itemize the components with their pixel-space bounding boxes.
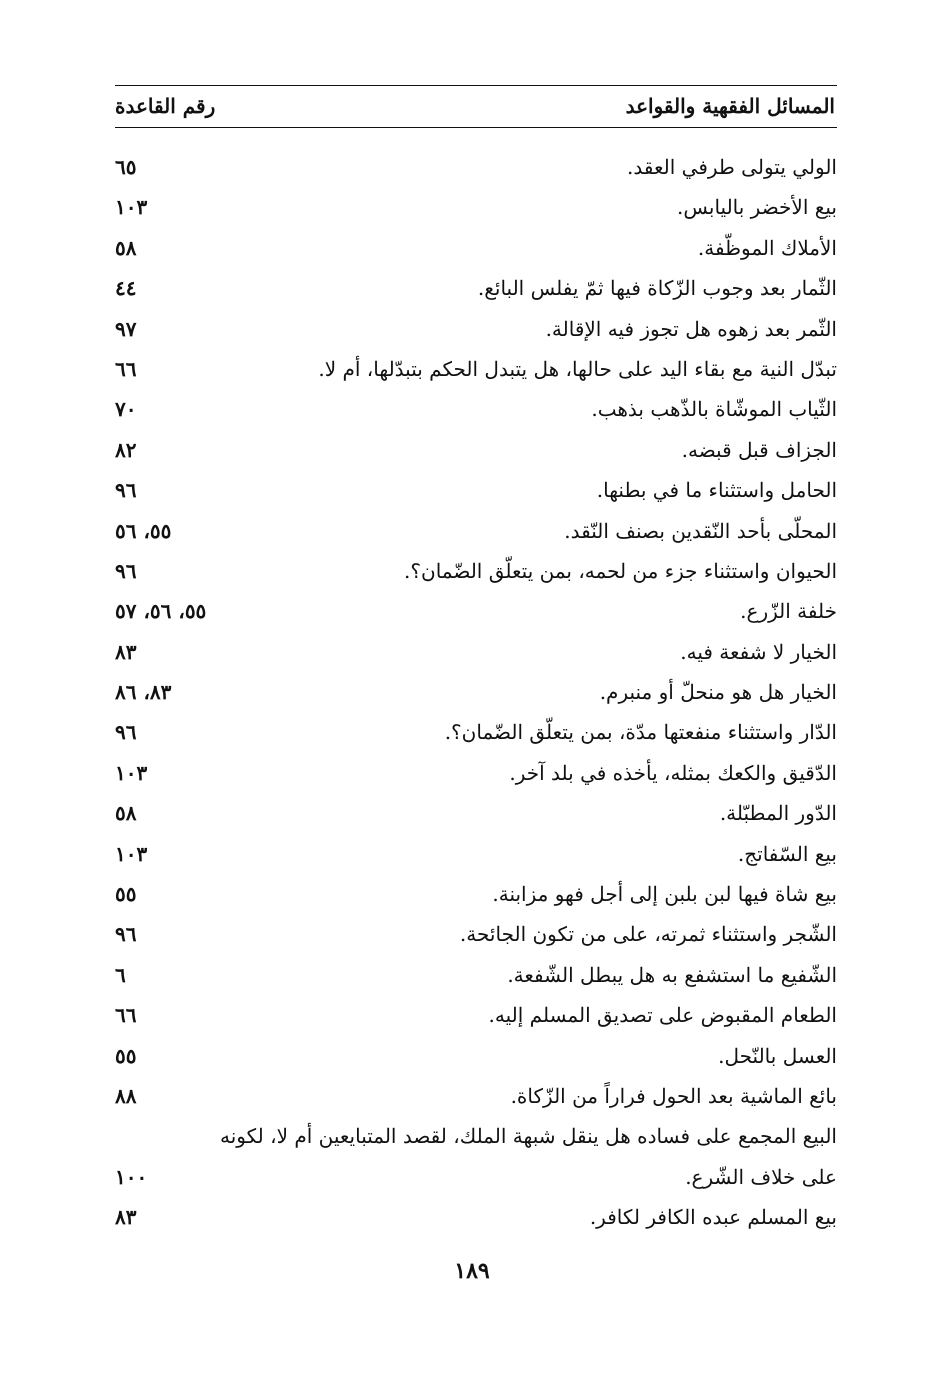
rule-number: ١٠٠ bbox=[115, 1164, 148, 1189]
entry-text: الخيار هل هو منحلّ أو منبرم. bbox=[599, 680, 837, 705]
index-entry-list bbox=[115, 147, 837, 1238]
page-number: ١٨٩ bbox=[454, 1258, 490, 1284]
index-entry bbox=[115, 793, 837, 833]
rule-number: ٨٨ bbox=[115, 1083, 137, 1108]
index-entry bbox=[115, 753, 837, 793]
rule-number: ٩٦ bbox=[115, 478, 137, 503]
rule-number: ٦٦ bbox=[115, 356, 137, 381]
entry-text: الحامل واستثناء ما في بطنها. bbox=[596, 478, 837, 503]
index-entry bbox=[115, 511, 837, 551]
entry-text: بائع الماشية بعد الحول فراراً من الزّكاة. bbox=[510, 1083, 837, 1108]
rule-number: ٦ bbox=[115, 962, 126, 987]
rule-number: ٩٦ bbox=[115, 558, 137, 583]
index-entry bbox=[115, 1197, 837, 1237]
entry-text: الجزاف قبل قبضه. bbox=[681, 437, 837, 462]
entry-text: العسل بالنّحل. bbox=[718, 1043, 837, 1068]
index-entry bbox=[115, 349, 837, 389]
rule-number: ٥٥ bbox=[115, 882, 137, 907]
index-entry bbox=[115, 834, 837, 874]
entry-text: الولي يتولى طرفي العقد. bbox=[627, 155, 837, 179]
index-entry bbox=[115, 1116, 837, 1197]
index-entry bbox=[115, 672, 837, 712]
rule-number: ١٠٣ bbox=[115, 841, 148, 866]
entry-text: الثّمر بعد زهوه هل تجوز فيه الإقالة. bbox=[545, 316, 837, 341]
rule-number: ٥٥ bbox=[115, 1043, 137, 1068]
rule-number: ٦٦ bbox=[115, 1003, 137, 1028]
entry-text: الشّجر واستثناء ثمرته، على من تكون الجائحة. bbox=[459, 922, 837, 947]
entry-text: البيع المجمع على فساده هل ينقل شبهة الملك، لقصد المتبايعين أم لا، لكونه على خلاف الشّرع. bbox=[220, 1124, 837, 1189]
index-entry bbox=[115, 268, 837, 308]
index-entry bbox=[115, 995, 837, 1035]
index-entry bbox=[115, 389, 837, 429]
rule-number: ٨٣ bbox=[115, 1205, 137, 1230]
entry-text: الثّياب الموشّاة بالذّهب بذهب. bbox=[591, 397, 837, 422]
entry-text: خلفة الزّرع. bbox=[740, 599, 837, 624]
index-entry bbox=[115, 712, 837, 752]
entry-text: الحيوان واستثناء جزء من لحمه، بمن يتعلّق الضّمان؟. bbox=[404, 558, 837, 583]
index-entry bbox=[115, 914, 837, 954]
rule-number: ٧٠ bbox=[115, 397, 137, 422]
rule-number: ٥٥، ٥٦، ٥٧ bbox=[115, 599, 207, 624]
entry-text: بيع شاة فيها لبن بلبن إلى أجل فهو مزابنة. bbox=[492, 882, 837, 907]
rule-number: ٦٥ bbox=[115, 154, 137, 179]
entry-text: بيع السّفاتج. bbox=[737, 841, 837, 866]
index-entry bbox=[115, 955, 837, 995]
entry-text: تبدّل النية مع بقاء اليد على حالها، هل يتبدل الحكم بتبدّلها، أم لا. bbox=[318, 356, 837, 381]
entry-text: المحلّى بأحد النّقدين بصنف النّقد. bbox=[564, 518, 837, 543]
rule-number: ١٠٣ bbox=[115, 760, 148, 785]
header-title: المسائل الفقهية والقواعد bbox=[625, 94, 835, 118]
index-entry bbox=[115, 1036, 837, 1076]
entry-text: الشّفيع ما استشفع به هل يبطل الشّفعة. bbox=[507, 962, 837, 987]
entry-text: الدّقيق والكعك بمثله، يأخذه في بلد آخر. bbox=[509, 760, 837, 785]
rule-number: ٨٣، ٨٦ bbox=[115, 680, 172, 705]
rule-number: ٥٨ bbox=[115, 235, 137, 260]
running-header bbox=[115, 88, 835, 124]
header-top-rule bbox=[115, 85, 837, 86]
rule-number: ٥٥، ٥٦ bbox=[115, 518, 172, 543]
rule-number: ٩٧ bbox=[115, 316, 137, 341]
index-entry bbox=[115, 309, 837, 349]
entry-text: بيع المسلم عبده الكافر لكافر. bbox=[589, 1205, 837, 1230]
entry-text: الدّور المطبّلة. bbox=[719, 801, 837, 826]
header-column-label: رقم القاعدة bbox=[115, 94, 216, 118]
index-entry bbox=[115, 1076, 837, 1116]
entry-text: الأملاك الموظّفة. bbox=[697, 235, 837, 260]
rule-number: ٨٣ bbox=[115, 639, 137, 664]
header-bottom-rule bbox=[115, 127, 837, 128]
index-entry bbox=[115, 874, 837, 914]
index-entry bbox=[115, 632, 837, 672]
rule-number: ٩٦ bbox=[115, 922, 137, 947]
index-entry bbox=[115, 470, 837, 510]
entry-text: بيع الأخضر باليابس. bbox=[677, 195, 837, 220]
index-entry bbox=[115, 551, 837, 591]
index-entry bbox=[115, 147, 837, 187]
entry-text: الدّار واستثناء منفعتها مدّة، بمن يتعلّق الضّمان؟. bbox=[444, 720, 837, 745]
entry-text: الثّمار بعد وجوب الزّكاة فيها ثمّ يفلس البائع. bbox=[477, 276, 837, 301]
rule-number: ٤٤ bbox=[115, 276, 137, 301]
index-entry bbox=[115, 187, 837, 227]
index-entry bbox=[115, 228, 837, 268]
rule-number: ٨٢ bbox=[115, 437, 137, 462]
rule-number: ١٠٣ bbox=[115, 195, 148, 220]
index-entry bbox=[115, 430, 837, 470]
entry-text: الخيار لا شفعة فيه. bbox=[680, 639, 837, 664]
entry-text: الطعام المقبوض على تصديق المسلم إليه. bbox=[488, 1003, 837, 1028]
rule-number: ٥٨ bbox=[115, 801, 137, 826]
rule-number: ٩٦ bbox=[115, 720, 137, 745]
index-entry bbox=[115, 591, 837, 631]
